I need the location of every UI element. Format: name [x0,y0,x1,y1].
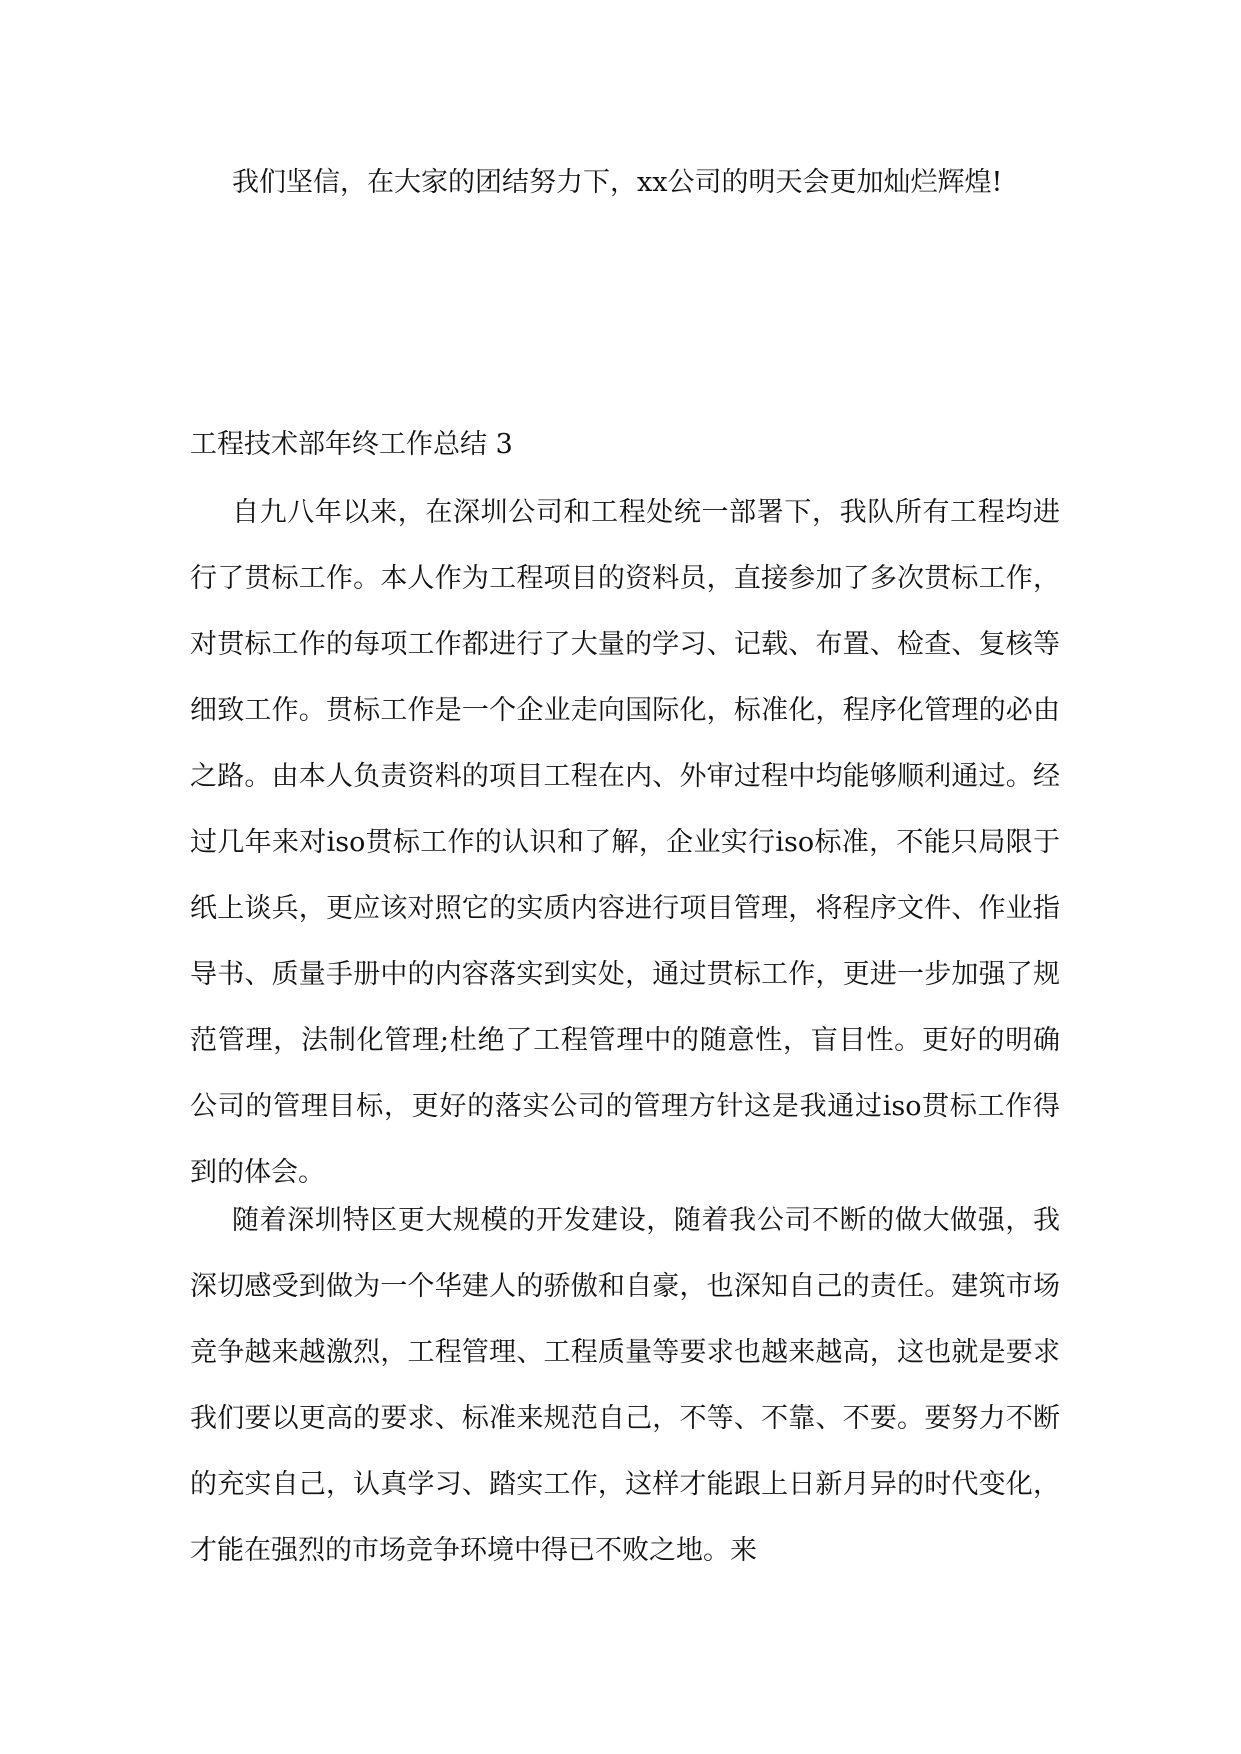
body-paragraph: 自九八年以来，在深圳公司和工程处统一部署下，我队所有工程均进行了贯标工作。本人作为工程项目的资料员，直接参加了多次贯标工作，对贯标工作的每项工作都进行了大量的学习、记载、布置、检查、复核等细致工作。贯标工作是一个企业走向国际化，标准化，程序化管理的必由之路。由本人负责资料的项目工程在内、外审过程中均能够顺利通过。经过几年来对iso贯标工作的认识和了解，企业实行iso标准，不能只局限于纸上谈兵，更应该对照它的实质内容进行项目管理，将程序文件、作业指导书、质量手册中的内容落实到实处，通过贯标工作，更进一步加强了规范管理，法制化管理;杜绝了工程管理中的随意性，盲目性。更好的明确公司的管理目标，更好的落实公司的管理方针这是我通过iso贯标工作得到的体会。 [190,497,1060,1188]
closing-paragraph: 我们坚信，在大家的团结努力下，xx公司的明天会更加灿烂辉煌! [232,167,1003,198]
section-title: 工程技术部年终工作总结 3 [190,429,513,460]
body-paragraph: 随着深圳特区更大规模的开发建设，随着我公司不断的做大做强，我深切感受到做为一个华建人的骄傲和自豪，也深知自己的责任。建筑市场竞争越来越激烈，工程管理、工程质量等要求也越来越高，这也就是要求我们要以更高的要求、标准来规范自己，不等、不靠、不要。要努力不断的充实自己，认真学习、踏实工作，这样才能跟上日新月异的时代变化，才能在强烈的市场竞争环境中得已不败之地。来 [190,1205,1060,1566]
